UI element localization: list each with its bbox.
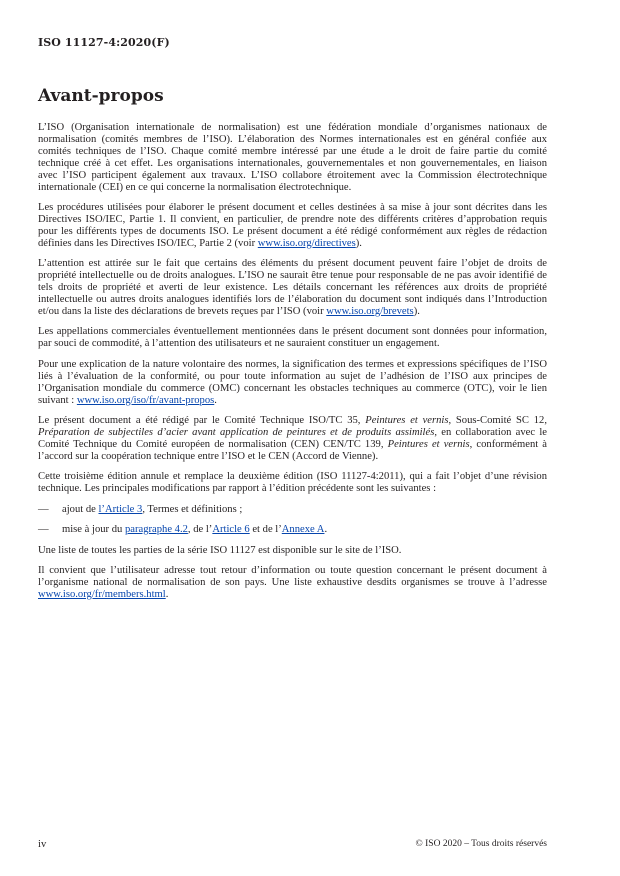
paragraph-edition: Cette troisième édition annule et remplace la deuxième édition (ISO 11127-4:2011), qui a fait l’objet d’une révision technique. Les principales modifications par rapport à l’édition précédente sont les suivantes :: [38, 471, 547, 495]
paragraph-procedures: Les procédures utilisées pour élaborer le présent document et celles destinées à sa mise à jour sont décrites dans les Directives ISO/IEC, Partie 1. Il convient, en particulier, de prendre note des différents critères d’approbation requis pour les différents types de documents ISO. Le présent document a été rédigé conformément aux règles de rédaction définies dans les Directives ISO/IEC, Partie 2 (voir www.iso.org/directives).: [38, 202, 547, 249]
paragraph-series: Une liste de toutes les parties de la série ISO 11127 est disponible sur le site de l’ISO.: [38, 544, 402, 556]
paragraph-voluntary-nature: Pour une explication de la nature volontaire des normes, la signification des termes et expressions spécifiques de l’ISO liés à l’évaluation de la conformité, ou pour toute information au sujet de l’adhésion de l’ISO aux principes de l’Organisation mondiale du commerce (OMC) concernant les obstacles techniques au commerce (OTC), voir le lien suivant : www.iso.org/iso/fr/avant-propos.: [38, 358, 547, 406]
annex-a-link[interactable]: Annexe A: [281, 524, 325, 536]
patents-link[interactable]: www.iso.org/brevets: [326, 305, 414, 317]
list-item: — ajout de l’Article 3, Termes et définitions ;: [38, 503, 243, 515]
document-id-header: ISO 11127-4:2020(F): [38, 36, 170, 49]
paragraph-feedback: Il convient que l’utilisateur adresse tout retour d’information ou toute question concernant le présent document à l’organisme national de normalisation de son pays. Une liste exhaustive desdits organismes se trouve à l’adresse www.iso.org/fr/members.html.: [38, 565, 547, 600]
foreword-body: [38, 122, 547, 609]
copyright-notice: © ISO 2020 – Tous droits réservés: [415, 839, 547, 849]
page-title: Avant-propos: [38, 86, 164, 106]
article-6-link[interactable]: Article 6: [212, 524, 250, 536]
paragraph-iso-intro: L’ISO (Organisation internationale de normalisation) est une fédération mondiale d’organismes nationaux de normalisation (comités membres de l’ISO). L’élaboration des Normes internationales est en général confiée aux comités techniques de l’ISO. Chaque comité membre intéressé par une étude a le droit de faire partie du comité technique créé à cet effet. Les organisations internationales, gouvernementales et non gouvernementales, en liaison avec l’ISO participent également aux travaux. L’ISO collabore étroitement avec la Commission électrotechnique internationale (CEI) en ce qui concerne la normalisation électrotechnique.: [38, 122, 547, 193]
directives-link[interactable]: www.iso.org/directives: [257, 237, 356, 249]
list-item: — mise à jour du paragraphe 4.2, de l’Article 6 et de l’Annexe A.: [38, 524, 328, 536]
paragraph-trade-names: Les appellations commerciales éventuellement mentionnées dans le présent document sont données pour information, par souci de commodité, à l’attention des utilisateurs et ne sauraient constituer un engagement.: [38, 326, 547, 350]
article-3-link[interactable]: l’Article 3: [98, 503, 143, 515]
paragraph-patents: L’attention est attirée sur le fait que certains des éléments du présent document peuvent faire l’objet de droits de propriété intellectuelle ou de droits analogues. L’ISO ne saurait être tenue pour responsable de ne pas avoir identifié de tels droits de propriété et averti de leur existence. Les détails concernant les références aux droits de propriété intellectuelle ou autres droits analogues identifiés lors de l’élaboration du document sont indiqués dans l’Introduction et/ou dans la liste des déclarations de brevets reçues par l’ISO (voir www.iso.org/brevets).: [38, 258, 547, 317]
foreword-link[interactable]: www.iso.org/iso/fr/avant-propos: [76, 394, 215, 406]
paragraph-4-2-link[interactable]: paragraphe 4.2: [124, 524, 188, 536]
paragraph-committee: Le présent document a été rédigé par le Comité Technique ISO/TC 35, Peintures et vernis, Sous-Comité SC 12, Préparation de subjectiles d’acier avant application de peintures et de produits assimilés, en collaboration avec le Comité Technique du Comité européen de normalisation (CEN) CEN/TC 139, Peintures et vernis, conformément à l’accord sur la coopération technique entre l’ISO et le CEN (Accord de Vienne).: [38, 415, 548, 462]
page-number: iv: [38, 839, 47, 850]
members-link[interactable]: www.iso.org/fr/members.html: [38, 588, 166, 600]
